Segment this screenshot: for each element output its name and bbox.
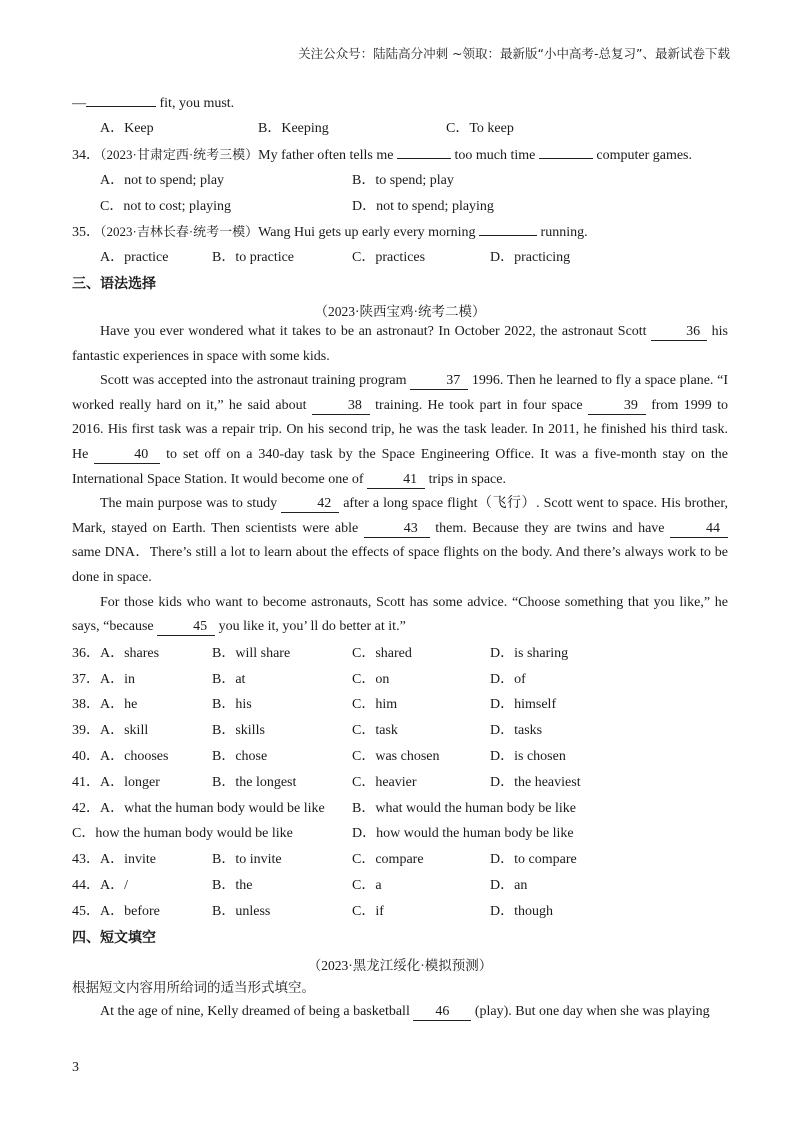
q35-stem (72, 222, 588, 243)
page-number: 3 (72, 1060, 79, 1075)
q37-option-d: D．of (490, 672, 526, 687)
q35-option-a: A．practice (100, 250, 169, 265)
section-4-passage-line: At the age of nine, Kelly dreamed of being a basketball 46 (play). But one day when she was playing (100, 1004, 710, 1019)
q38-option-b: B．his (212, 697, 252, 712)
q42-option-b: B．what would the human body be like (352, 801, 576, 816)
q45-option-d: D．though (490, 904, 553, 919)
blank-42: 42 (281, 496, 339, 513)
q34-option-b: B．to spend; play (352, 173, 454, 188)
q44-option-a: 44．A．/ (72, 878, 128, 893)
q43-option-c: C．compare (352, 852, 424, 867)
blank-37: 37 (410, 373, 468, 390)
blank-40: 40 (94, 447, 160, 464)
blank-39: 39 (588, 398, 646, 415)
q39-option-d: D．tasks (490, 723, 543, 738)
blank-45: 45 (157, 619, 215, 636)
q42-option-d: D．how would the human body be like (352, 826, 574, 841)
blank-38: 38 (312, 398, 370, 415)
q36-option-a: 36．A．shares (72, 646, 160, 661)
section-4-source: （2023·黑龙江绥化·模拟预测） (307, 958, 493, 973)
q40-option-c: C．was chosen (352, 749, 440, 764)
q35-option-c: C．practices (352, 250, 426, 265)
q36-option-b: B．will share (212, 646, 291, 661)
q34-text-3: computer games. (592, 148, 692, 163)
q34-source: （2023·甘肃定西·统考三模） (100, 147, 259, 162)
page-header: 关注公众号：陆陆高分冲刺 ~领取：最新版“小中高考-总复习”、最新试卷下载 (298, 46, 730, 61)
q34-blank-2 (539, 158, 593, 159)
passage-paragraph-4: For those kids who want to become astronauts, Scott has some advice. “Choose something that you like,” he says, “because 45 you like it, you’ ll do better at it.” (72, 594, 728, 635)
q33-line (72, 94, 234, 114)
q33-prefix: — (72, 96, 86, 111)
q33-option-a: A．Keep (100, 121, 154, 136)
blank-46: 46 (413, 1004, 471, 1021)
q44-option-d: D．an (490, 878, 528, 893)
q34-text-1: My father often tells me (258, 148, 397, 163)
q34-option-c: C．not to cost; playing (100, 199, 232, 214)
passage-paragraph-2: Scott was accepted into the astronaut training program 37 1996. Then he learned to fly a space plane. “I worked really hard on it,” he said about 38 training. He took part in four space 39 from 1999 to 2016. His first task was a repair trip. On his second trip, he was the task leader. In 2011, he finished his third task. He 40 to set off on a 340-day task by the Space Engineering Office. It was a five-month stay on the International Space Station. It would become one of 41 trips in space. (72, 373, 729, 487)
blank-44: 44 (670, 521, 728, 538)
q42-option-a: 42．A．what the human body would be like (72, 801, 325, 816)
section-3-passage (72, 320, 728, 640)
section-3-title: 三、语法选择 (72, 276, 156, 292)
q41-option-c: C．heavier (352, 775, 417, 790)
q36-option-d: D．is sharing (490, 646, 569, 661)
q35-text-2: running. (537, 225, 588, 240)
q33-suffix: fit, you must. (156, 96, 235, 111)
q37-option-b: B．at (212, 672, 246, 687)
q45-option-b: B．unless (212, 904, 271, 919)
q33-blank (86, 106, 156, 107)
q33-option-b: B．Keeping (258, 121, 329, 136)
q43-option-b: B．to invite (212, 852, 282, 867)
q37-option-c: C．on (352, 672, 390, 687)
q39-option-a: 39．A．skill (72, 723, 149, 738)
q41-option-a: 41．A．longer (72, 775, 160, 790)
blank-36: 36 (651, 324, 707, 341)
passage-paragraph-1: Have you ever wondered what it takes to be an astronaut? In October 2022, the astronaut Scott 36 his fantastic experiences in space with some kids. (72, 324, 729, 364)
q39-option-b: B．skills (212, 723, 265, 738)
blank-43: 43 (364, 521, 430, 538)
q33-option-c: C．To keep (446, 121, 514, 136)
q34-option-a: A．not to spend; play (100, 173, 225, 188)
q40-option-b: B．chose (212, 749, 268, 764)
section-3-source: （2023·陕西宝鸡·统考二模） (314, 304, 486, 319)
q41-option-b: B．the longest (212, 775, 297, 790)
q35-source: （2023·吉林长春·统考一模） (100, 224, 259, 239)
q35-text-1: Wang Hui gets up early every morning (258, 225, 480, 240)
q44-option-b: B．the (212, 878, 253, 893)
q43-option-a: 43．A．invite (72, 852, 156, 867)
q42-option-c: C．how the human body would be like (72, 826, 293, 841)
q38-option-a: 38．A．he (72, 697, 138, 712)
q34-text-2: too much time (450, 148, 539, 163)
q34-number: 34． (72, 148, 100, 163)
q45-option-a: 45．A．before (72, 904, 160, 919)
q36-option-c: C．shared (352, 646, 412, 661)
section-4-instruction: 根据短文内容用所给词的适当形式填空。 (72, 980, 315, 996)
q43-option-d: D．to compare (490, 852, 577, 867)
q38-option-c: C．him (352, 697, 398, 712)
blank-41: 41 (367, 472, 425, 489)
q44-option-c: C．a (352, 878, 382, 893)
q40-option-d: D．is chosen (490, 749, 566, 764)
section-4-title: 四、短文填空 (72, 930, 156, 946)
q34-option-d: D．not to spend; playing (352, 199, 494, 214)
q35-number: 35． (72, 225, 100, 240)
q37-option-a: 37．A．in (72, 672, 135, 687)
q40-option-a: 40．A．chooses (72, 749, 169, 764)
q39-option-c: C．task (352, 723, 398, 738)
q35-option-b: B．to practice (212, 250, 295, 265)
q35-option-d: D．practicing (490, 250, 571, 265)
q41-option-d: D．the heaviest (490, 775, 581, 790)
q38-option-d: D．himself (490, 697, 557, 712)
passage-paragraph-3: The main purpose was to study 42 after a long space flight（飞行）. Scott went to space. His brother, Mark, stayed on Earth. Then scientists were able 43 them. Because they are twins and have 44 same DNA．There’s still a lot to learn about the effects of space flights on the body. And there’s always work to be done in space. (72, 496, 728, 585)
q34-blank-1 (397, 158, 451, 159)
q35-blank (479, 235, 537, 236)
q34-stem (72, 145, 692, 166)
q45-option-c: C．if (352, 904, 384, 919)
